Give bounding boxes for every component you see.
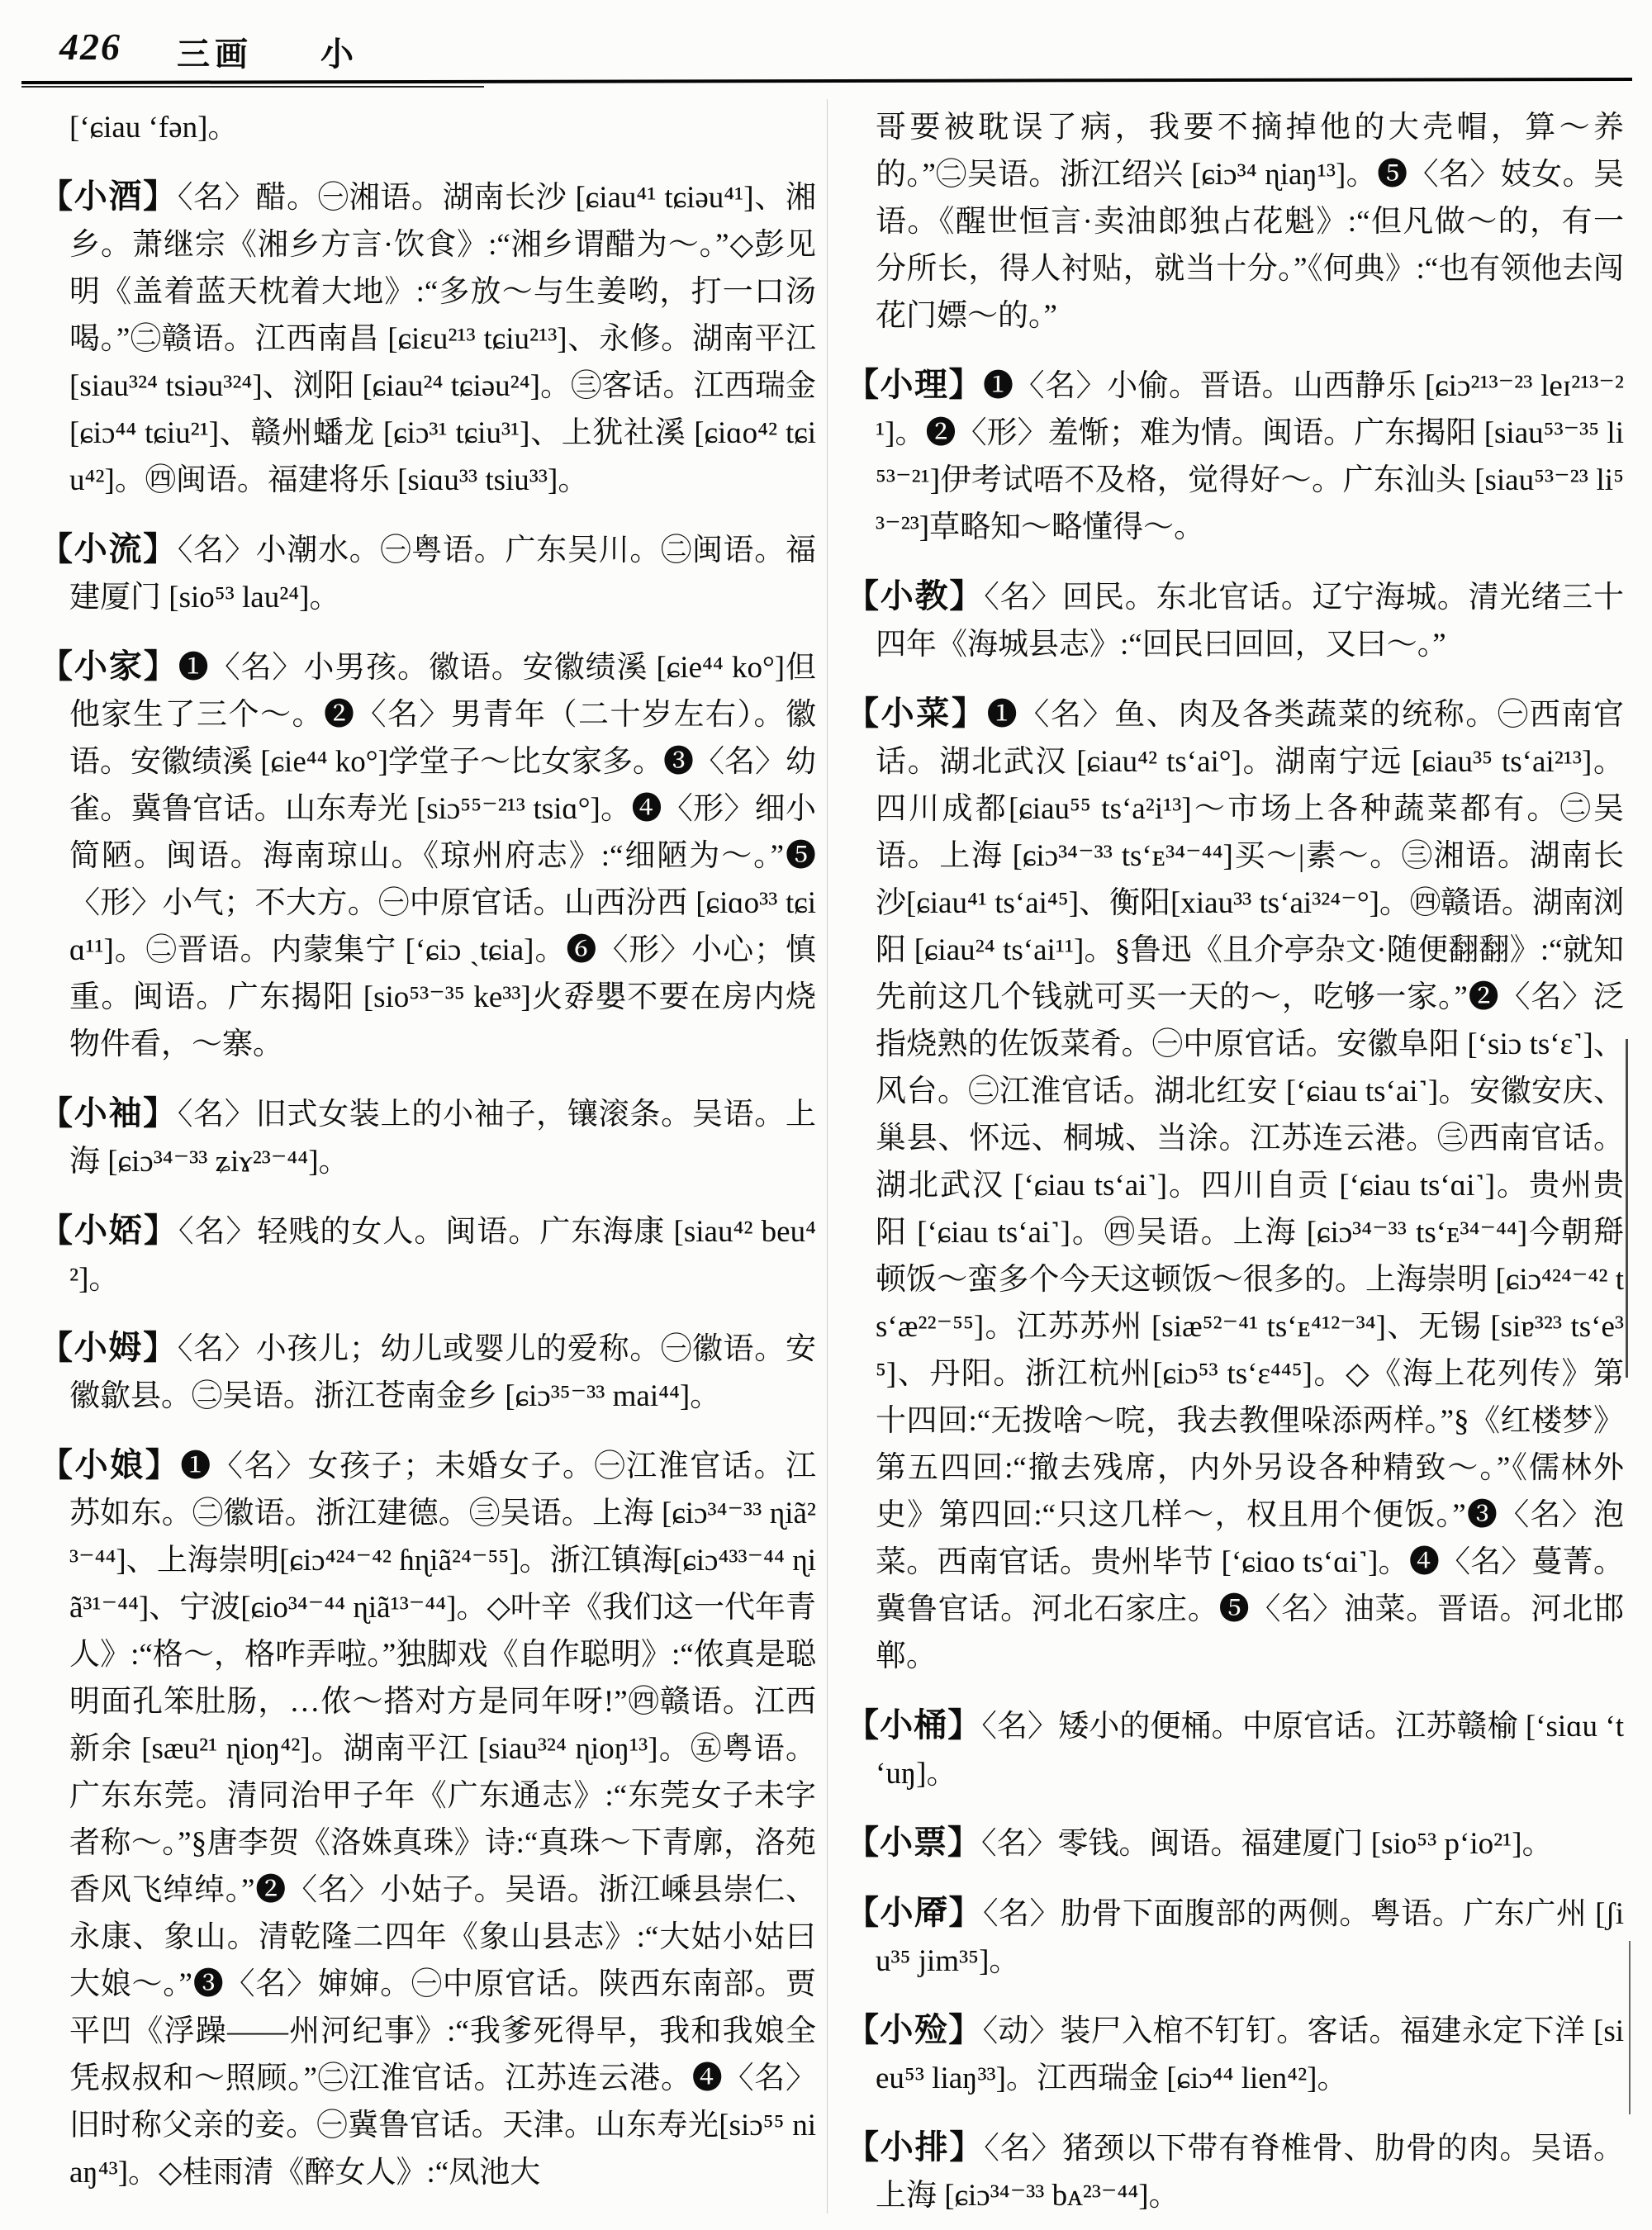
entry-headword: 【小姆】 (40, 1329, 178, 1366)
entry-headword: 【小教】 (846, 577, 985, 614)
entry-headword: 【小娝】 (40, 1212, 178, 1249)
header-rule-top (21, 78, 1632, 84)
entry-body: 〈动〉装尸入棺不钉钉。客话。福建永定下洋 [sieu⁵³ liaŋ³³]。江西瑞金 [ɕiɔ⁴⁴ lien⁴²]。 (876, 2014, 1624, 2095)
dictionary-entry (846, 1889, 1624, 1985)
dictionary-entry (40, 1207, 816, 1302)
scan-edge-mark (1626, 1039, 1628, 1378)
entry-body: ❶〈名〉女孩子；未婚女子。㊀江淮官话。江苏如东。㊁徽语。浙江建德。㊂吴语。上海 [ɕiɔ³⁴⁻³³ ɳiã²³⁻⁴⁴]、上海崇明[ɕiɔ⁴²⁴⁻⁴² ɦɳiã²⁴⁻⁵⁵]。浙江镇海[ɕiɔ⁴³³⁻⁴⁴ ɳiã³¹⁻⁴⁴]、宁波[ɕio³⁴⁻⁴⁴ ɳiã¹³⁻⁴⁴]。◇叶辛《我们这一代年青人》:“格～，格咋弄啦。”独脚戏《自作聪明》:“侬真是聪明面孔笨肚肠，…侬～搭对方是同年呀!”㊃赣语。江西新余 [sæu²¹ ɳioŋ⁴²]。湖南平江 [siau³²⁴ ɳioŋ¹³]。㊄粤语。广东东莞。清同治甲子年《广东通志》:“东莞女子未字者称～。”§唐李贺《洛姝真珠》诗:“真珠～下青廓，洛苑香风飞绰绰。”❷〈名〉小姑子。吴语。浙江嵊县崇仁、永康、象山。清乾隆二四年《象山县志》:“大姑小姑曰大娘～。”❸〈名〉婶婶。㊀中原官话。陕西东南部。贾平凹《浮躁——州河纪事》:“我爹死得早，我和我娘全凭叔叔和～照顾。”㊁江淮官话。江苏连云港。❹〈名〉旧时称父亲的妾。㊀冀鲁官话。天津。山东寿光[siɔ⁵⁵ niaŋ⁴³]。◇桂雨清《醉女人》:“凤池大 (69, 1450, 816, 2190)
continuation-paragraph: [ʻɕiau ʻfən]。 (69, 111, 239, 145)
entry-body: 〈名〉小潮水。㊀粤语。广东吴川。㊁闽语。福建厦门 [sio⁵³ lau²⁴]。 (69, 534, 816, 614)
dictionary-entry (40, 525, 816, 621)
scan-edge-mark (1629, 1941, 1631, 2114)
entry-body: 〈名〉肋骨下面腹部的两侧。粤语。广东广州 [ʃiu³⁵ jim³⁵]。 (876, 1897, 1624, 1978)
entry-body: ❶〈名〉小偷。晋语。山西静乐 [ɕiɔ²¹³⁻²³ leɪ²¹³⁻²¹]。❷〈形〉羞惭；难为情。闽语。广东揭阳 [siau⁵³⁻³⁵ li⁵³⁻²¹]伊考试唔不及格，觉得好～。广东汕头 [siau⁵³⁻²³ li⁵³⁻²³]草略知～略懂得～。 (876, 369, 1624, 544)
dictionary-entry (846, 690, 1624, 1680)
entry-headword: 【小家】 (40, 648, 178, 685)
column-divider (827, 99, 828, 2213)
entry-headword: 【小酒】 (40, 178, 178, 215)
right-column (846, 104, 1624, 2215)
entry-headword: 【小理】 (846, 366, 984, 403)
dictionary-entry (40, 1441, 816, 2196)
dictionary-entry (40, 643, 816, 1068)
entry-body: 〈名〉矮小的便桶。中原官话。江苏赣榆 [ʻsiɑu ʻtʻuŋ]。 (876, 1710, 1624, 1791)
entry-headword: 【小殓】 (846, 2011, 983, 2048)
entry-body: 〈名〉猪颈以下带有脊椎骨、肋骨的肉。吴语。上海 [ɕiɔ³⁴⁻³³ bᴀ²³⁻⁴⁴]。 (876, 2132, 1624, 2213)
continuation-paragraph: 哥要被耽误了病，我要不摘掉他的大壳帽，算～养的。”㊁吴语。浙江绍兴 [ɕiɔ³⁴ ɳiaŋ¹³]。❺〈名〉妓女。吴语。《醒世恒言·卖油郎独占花魁》:“但凡做～的，有一分所长，得人衬贴，就当十分。”《何典》:“也有领他去闯花门嫖～的。” (876, 111, 1624, 333)
entry-body: 〈名〉零钱。闽语。福建厦门 [sio⁵³ pʻio²¹]。 (981, 1827, 1553, 1861)
entry-body: 〈名〉回民。东北官话。辽宁海城。清光绪三十四年《海城县志》:“回民曰回回，又曰～。” (876, 581, 1624, 662)
entry-headword: 【小桶】 (846, 1706, 982, 1744)
dictionary-entry (846, 2006, 1624, 2102)
page-header (0, 18, 1652, 76)
entry-body: ❶〈名〉鱼、肉及各类蔬菜的统称。㊀西南官话。湖北武汉 [ɕiau⁴² tsʻai°]。湖南宁远 [ɕiau³⁵ tsʻai²¹³]。四川成都[ɕiau⁵⁵ tsʻa²i¹³]～市场上各种蔬菜都有。㊁吴语。上海 [ɕiɔ³⁴⁻³³ tsʻᴇ³⁴⁻⁴⁴]买～|素～。㊂湘语。湖南长沙[ɕiau⁴¹ tsʻai⁴⁵]、衡阳[xiau³³ tsʻai³²⁴⁻°]。㊃赣语。湖南浏阳 [ɕiau²⁴ tsʻai¹¹]。§鲁迅《且介亭杂文·随便翻翻》:“就知先前这几个钱就可买一天的～，吃够一家。”❷〈名〉泛指烧熟的佐饭菜肴。㊀中原官话。安徽阜阳 [ʻsiɔ tsʻɛ˺]、风台。㊁江淮官话。湖北红安 [ʻɕiau tsʻai˺]。安徽安庆、巢县、怀远、桐城、当涂。江苏连云港。㊂西南官话。湖北武汉 [ʻɕiau tsʻai˺]。四川自贡 [ʻɕiau tsʻɑi˺]。贵州贵阳 [ʻɕiau tsʻai˺]。㊃吴语。上海 [ɕiɔ³⁴⁻³³ tsʻᴇ³⁴⁻⁴⁴]今朝搿顿饭～蛮多个今天这顿饭～很多的。上海崇明 [ɕiɔ⁴²⁴⁻⁴² tsʻæ²²⁻⁵⁵]。江苏苏州 [siæ⁵²⁻⁴¹ tsʻᴇ⁴¹²⁻³⁴]、无锡 [siɐ³²³ tsʻe³⁵]、丹阳。浙江杭州[ɕiɔ⁵³ tsʻɛ⁴⁴⁵]。◇《海上花列传》第十四回:“无拨啥～唍，我去教俚哚添两样。”§《红楼梦》第五四回:“撤去残席，内外另设各种精致～。”《儒林外史》第四回:“只这几样～，权且用个便饭。”❸〈名〉泡菜。西南官话。贵州毕节 [ʻɕiɑo tsʻɑi˺]。❹〈名〉蔓菁。冀鲁官话。河北石家庄。❺〈名〉油菜。晋语。河北邯郸。 (876, 698, 1624, 1673)
entry-body: 〈名〉小孩儿；幼儿或婴儿的爱称。㊀徽语。安徽歙县。㊁吴语。浙江苍南金乡 [ɕiɔ³⁵⁻³³ mai⁴⁴]。 (69, 1332, 816, 1413)
dictionary-entry (846, 2123, 1624, 2215)
radical-label: 小 (320, 36, 354, 73)
dictionary-entry (40, 1324, 816, 1420)
section-label: 三画 (177, 36, 253, 73)
left-column (40, 104, 816, 2215)
entry-body: 〈名〉轻贱的女人。闽语。广东海康 [siau⁴² beu⁴²]。 (69, 1215, 816, 1296)
entry-headword: 【小票】 (846, 1824, 981, 1861)
entry-headword: 【小厣】 (846, 1894, 983, 1931)
entry-headword: 【小排】 (846, 2128, 985, 2166)
dictionary-entry (40, 173, 816, 504)
entry-body: 〈名〉醋。㊀湘语。湖南长沙 [ɕiau⁴¹ tɕiəu⁴¹]、湘乡。萧继宗《湘乡方言·饮食》:“湘乡谓醋为～。”◇彭见明《盖着蓝天枕着大地》:“多放～与生姜哟，打一口汤喝。”㊁赣语。江西南昌 [ɕiɛu²¹³ tɕiu²¹³]、永修。湖南平江 [siau³²⁴ tsiəu³²⁴]、浏阳 [ɕiau²⁴ tɕiəu²⁴]。㊂客话。江西瑞金 [ɕiɔ⁴⁴ tɕiu²¹]、赣州蟠龙 [ɕiɔ³¹ tɕiu³¹]、上犹社溪 [ɕiɑo⁴² tɕiu⁴²]。㊃闽语。福建将乐 [siɑu³³ tsiu³³]。 (69, 181, 816, 497)
entry-headword: 【小流】 (40, 530, 178, 567)
dictionary-entry (846, 1701, 1624, 1797)
entry-headword: 【小袖】 (40, 1094, 178, 1132)
dictionary-entry (846, 361, 1624, 551)
page-number: 426 (59, 26, 121, 68)
dictionary-entry (846, 572, 1624, 668)
dictionary-entry (846, 1819, 1624, 1867)
entry-headword: 【小娘】 (40, 1446, 181, 1483)
entry-headword: 【小菜】 (846, 695, 987, 732)
entry-body: 〈名〉旧式女装上的小袖子，镶滚条。吴语。上海 [ɕiɔ³⁴⁻³³ ʑiɤ²³⁻⁴⁴]。 (69, 1098, 816, 1179)
entry-body: ❶〈名〉小男孩。徽语。安徽绩溪 [ɕie⁴⁴ ko°]但他家生了三个～。❷〈名〉男青年（二十岁左右）。徽语。安徽绩溪 [ɕie⁴⁴ ko°]学堂子～比女家多。❸〈名〉幼雀。冀鲁官话。山东寿光 [siɔ⁵⁵⁻²¹³ tsiɑ°]。❹〈形〉细小简陋。闽语。海南琼山。《琼州府志》:“细陋为～。”❺〈形〉小气；不大方。㊀中原官话。山西汾西 [ɕiɑo³³ tɕiɑ¹¹]。㊁晋语。内蒙集宁 [ʻɕiɔ ˎtɕia]。❻〈形〉小心；慎重。闽语。广东揭阳 [sio⁵³⁻³⁵ ke³³]火孬嬰不要在房内烧物件看，～寨。 (69, 651, 816, 1061)
dictionary-entry (40, 1089, 816, 1185)
header-rule-bottom (21, 86, 484, 88)
